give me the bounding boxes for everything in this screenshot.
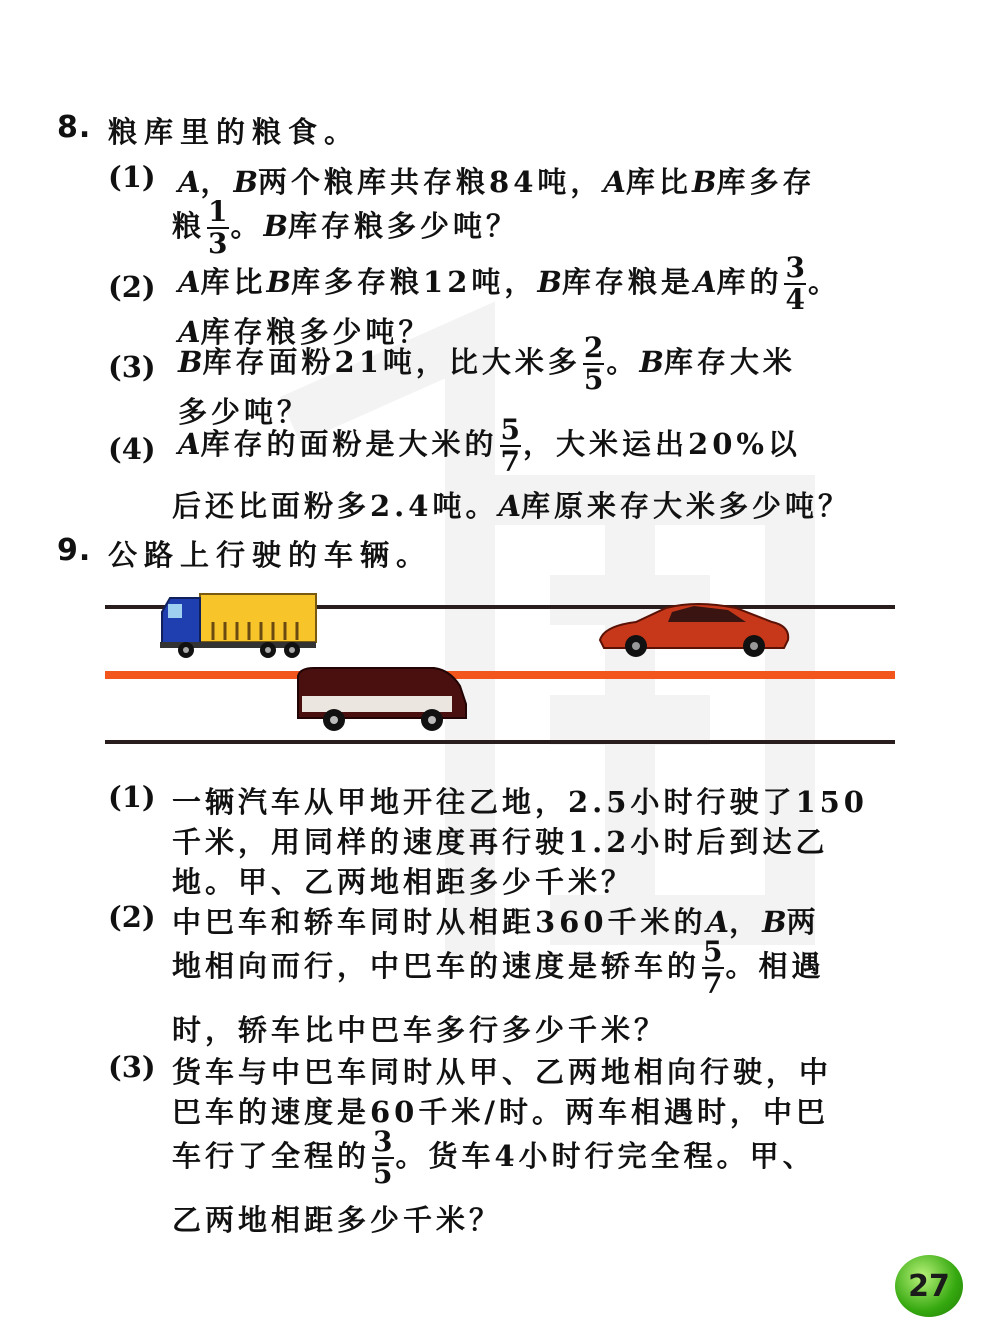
question-8-number: 8. [57, 110, 92, 145]
q8-item-4-line2: 后还比面粉多2.4吨。A库原来存大米多少吨？ [172, 489, 851, 523]
q8-item-3-line2: 多少吨？ [178, 395, 311, 429]
fraction-three-quarters: $\frac{3}{4}$ [785, 251, 805, 316]
q9-item-3-label: (3) [108, 1050, 156, 1084]
q8-item-2-label: (2) [108, 270, 156, 304]
question-9-number: 9. [57, 533, 92, 568]
question-8-title: 粮库里的粮食。 [108, 115, 361, 149]
q9-item-3-line4: 乙两地相距多少千米？ [172, 1203, 503, 1237]
fraction-one-third: $\frac{1}{3}$ [208, 195, 228, 260]
question-9-title: 公路上行驶的车辆。 [108, 538, 433, 572]
q8-item-1-line1: A，B两个粮库共存粮84吨，A库比B库多存 [178, 165, 816, 199]
q9-item-1-label: (1) [108, 780, 156, 814]
q9-item-1-line1: 一辆汽车从甲地开往乙地，2.5小时行驶了150 [172, 785, 868, 819]
q9-item-2-line3: 时，轿车比中巴车多行多少千米？ [172, 1013, 668, 1047]
q8-item-1-label: (1) [108, 160, 156, 194]
truck-illustration [158, 592, 320, 658]
q8-item-4-label: (4) [108, 432, 156, 466]
fraction-five-sevenths-speed: $\frac{5}{7}$ [703, 935, 723, 1000]
q9-item-2-label: (2) [108, 900, 156, 934]
q8-item-3-line1: B库存面粉21吨，比大米多 $\frac{2}{5}$ 。B库存大米 [178, 331, 796, 396]
fraction-three-fifths: $\frac{3}{5}$ [373, 1125, 393, 1190]
q9-item-3-line3: 车行了全程的 $\frac{3}{5}$ 。货车4小时行完全程。甲、 [172, 1125, 816, 1190]
q9-item-2-line1: 中巴车和轿车同时从相距360千米的A，B两 [172, 905, 820, 939]
q8-item-1-line2: 粮 $\frac{1}{3}$ 。B库存粮多少吨？ [172, 195, 520, 260]
road-bottom-edge [105, 740, 895, 744]
q8-item-2-line1: A库比B库多存粮12吨，B库存粮是A库的 $\frac{3}{4}$ 。 [178, 251, 841, 316]
q8-item-4-line1: A库存的面粉是大米的 $\frac{5}{7}$ ，大米运出20%以 [178, 413, 801, 478]
q9-item-2-line2: 地相向而行，中巴车的速度是轿车的 $\frac{5}{7}$ 。相遇 [172, 935, 825, 1000]
q8-item-2-line2: A库存粮多少吨？ [178, 315, 432, 349]
q8-item-3-label: (3) [108, 350, 156, 384]
q9-item-3-line1: 货车与中巴车同时从甲、乙两地相向行驶，中 [172, 1055, 833, 1089]
q9-item-1-line2: 千米，用同样的速度再行驶1.2小时后到达乙 [172, 825, 829, 859]
sedan-illustration [596, 600, 792, 660]
page-number-badge: 27 [895, 1255, 963, 1317]
road-center-line [105, 671, 895, 679]
fraction-five-sevenths: $\frac{5}{7}$ [500, 413, 521, 478]
q9-item-3-line2: 巴车的速度是60千米/时。两车相遇时，中巴 [172, 1095, 829, 1129]
minibus-illustration [294, 666, 470, 732]
q9-item-1-line3: 地。甲、乙两地相距多少千米？ [172, 865, 635, 899]
fraction-two-fifths: $\frac{2}{5}$ [583, 331, 604, 396]
